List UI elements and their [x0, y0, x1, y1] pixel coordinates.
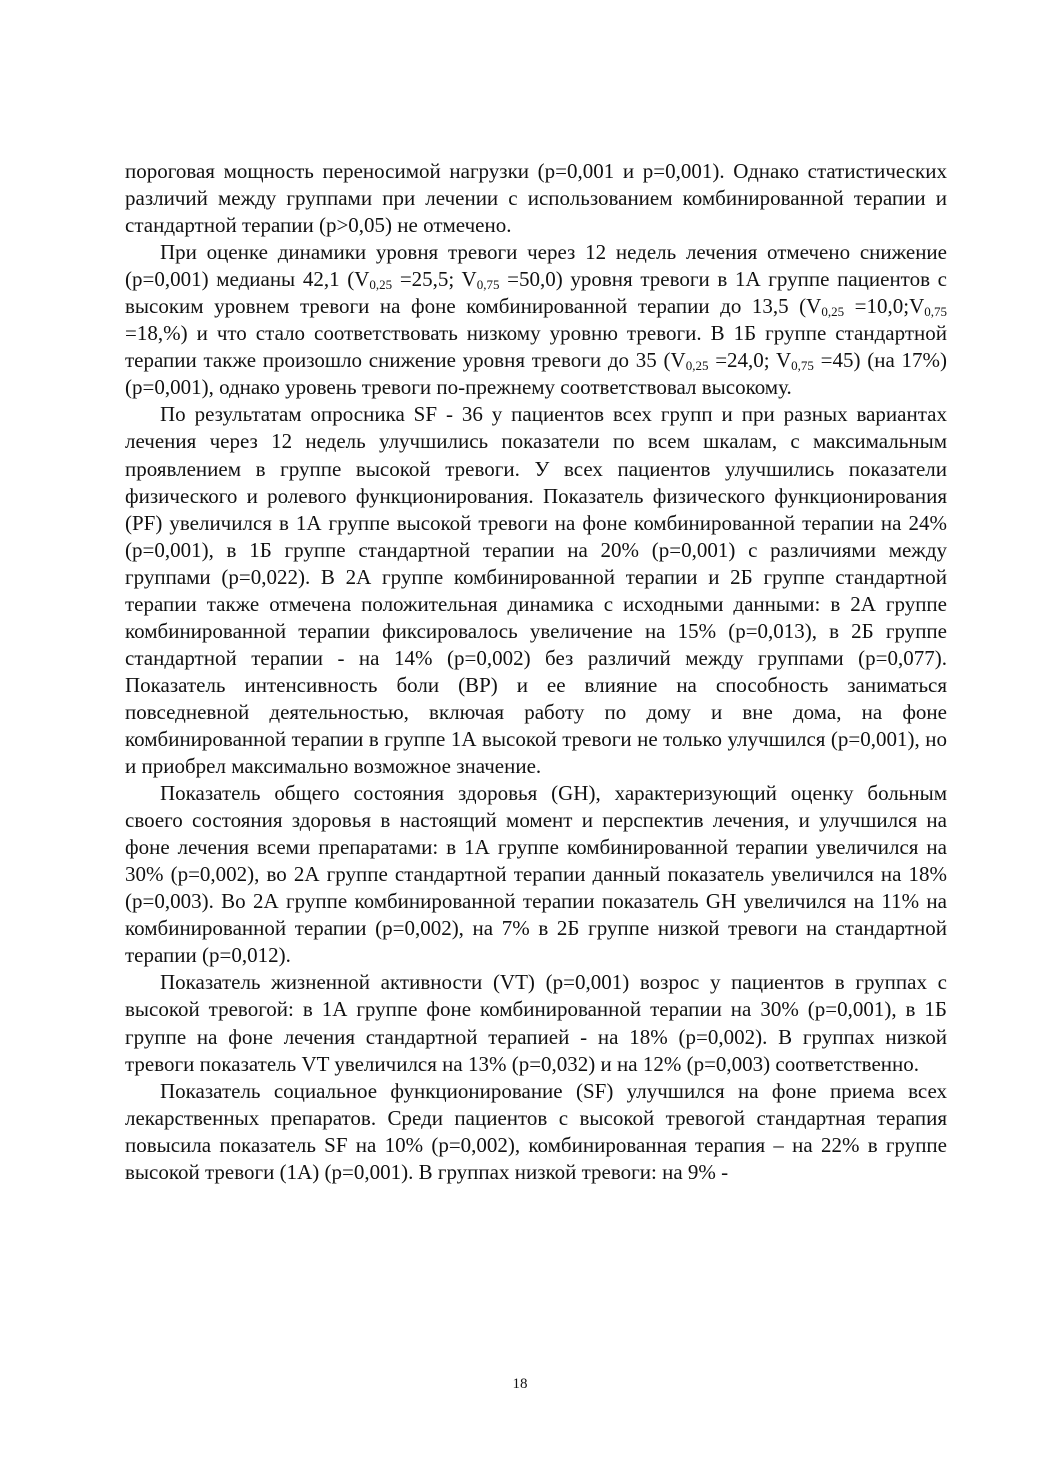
text-run: Показатель социальное функционирование (SF) улучшился на фоне приема всех лекарственных препаратов. Среди пациентов с высокой тревогой стандартная терапия повысила показатель SF на 10% (р=0,002), комбинированная терапия – на 22% в группе высокой тревоги (1А) (р=0,001). В группах низкой тревоги: на 9% - — [125, 1078, 947, 1184]
paragraph-1 — [125, 158, 947, 239]
text-run: пороговая мощность переносимой нагрузки (р=0,001 и р=0,001). Однако статистических различий между группами при лечении с использованием комбинированной терапии и стандартной терапии (р>0,05) не отмечено. — [125, 159, 947, 238]
subscript: 0,75 — [476, 277, 500, 293]
paragraph-5 — [125, 969, 947, 1077]
text-run: =25,5; V — [392, 267, 477, 292]
subscript: 0,25 — [685, 358, 709, 374]
paragraph-6 — [125, 1078, 947, 1186]
paragraph-3 — [125, 401, 947, 780]
subscript: 0,75 — [924, 304, 947, 320]
text-run: По результатам опросника SF - 36 у пациентов всех групп и при разных вариантах лечения через 12 недель улучшились показатели по всем шкалам, с максимальным проявлением в группе высокой тревоги. У всех пациентов улучшились показатели физического и ролевого функционирования. Показатель физического функционирования (PF) увеличился в 1А группе высокой тревоги на фоне комбинированной терапии на 24% (р=0,001), в 1Б группе стандартной терапии на 20% (р=0,001) с различиями между группами (р=0,022). В 2А группе комбинированной терапии и 2Б группе стандартной терапии также отмечена положительная динамика с исходными данными: в 2А группе комбинированной терапии фиксировалось увеличение на 15% (р=0,013), в 2Б группе стандартной терапии - на 14% (р=0,002) без различий между группами (р=0,077). Показатель интенсивность боли (ВР) и ее влияние на способность заниматься повседневной деятельностью, включая работу по дому и вне дома, на фоне комбинированной терапии в группе 1А высокой тревоги не только улучшился (р=0,001), но и приобрел максимально возможное значение. — [125, 402, 947, 779]
text-run: =24,0; V — [708, 348, 792, 373]
subscript: 0,25 — [821, 304, 845, 320]
text-run: Показатель жизненной активности (VT) (р=0,001) возрос у пациентов в группах с высокой тревогой: в 1А группе фоне комбинированной терапии на 30% (р=0,001), в 1Б группе на фоне лечения стандартной терапией - на 18% (р=0,002). В группах низкой тревоги показатель VT увеличился на 13% (р=0,032) и на 12% (р=0,003) соответственно. — [125, 970, 947, 1076]
text-run: =50,0) уровня тревоги в 1А группе пациентов с высоким уровнем тревоги на фоне комбинированной терапии до 13,5 (V — [125, 267, 947, 319]
paragraph-2 — [125, 239, 947, 401]
text-run: =45) (на 17%) (р=0,001), однако уровень тревоги по-прежнему соответствовал высокому. — [125, 348, 948, 400]
subscript: 0,75 — [791, 358, 814, 374]
text-run: =18,%) и что стало соответствовать низкому уровню тревоги. В 1Б группе стандартной терапии также произошло снижение уровня тревоги до 35 (V — [125, 321, 947, 373]
body-text — [125, 158, 947, 1186]
text-run: При оценке динамики уровня тревоги через 12 недель лечения отмечено снижение (р=0,001) медианы 42,1 (V — [125, 240, 947, 292]
text-run: Показатель общего состояния здоровья (GH), характеризующий оценку больным своего состояния здоровья в настоящий момент и перспектив лечения, и улучшился на фоне лечения всеми препаратами: в 1А группе комбинированной терапии увеличился на 30% (р=0,002), во 2А группе стандартной терапии данный показатель увеличился на 18% (р=0,003). Во 2А группе комбинированной терапии показатель GH увеличился на 11% на комбинированной терапии (р=0,002), на 7% в 2Б группе низкой тревоги на стандартной терапии (р=0,012). — [125, 781, 947, 968]
text-run: =10,0;V — [844, 294, 925, 319]
subscript: 0,25 — [369, 277, 393, 293]
page-number: 18 — [512, 1376, 528, 1392]
paragraph-4 — [125, 780, 947, 969]
